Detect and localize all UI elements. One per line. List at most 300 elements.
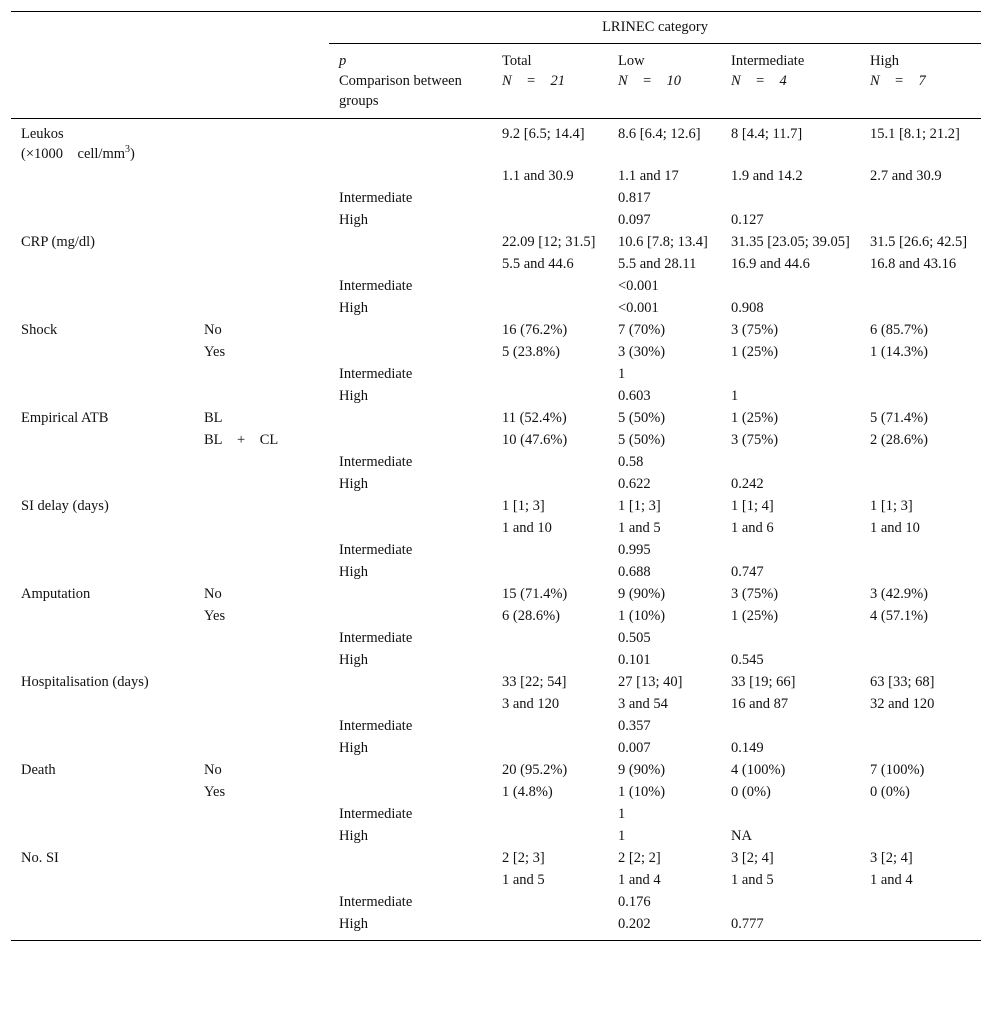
low-cell: 5 (50%)	[618, 432, 666, 448]
variable-cell: Leukos (×1000 cell/$mm^3$)	[21, 126, 135, 162]
comparison-cell	[329, 495, 492, 517]
subgroup-cell	[194, 561, 329, 583]
comparison-cell: High	[339, 300, 368, 316]
total-n: N = 21	[502, 73, 565, 89]
high-cell	[860, 385, 981, 407]
table-row	[11, 869, 981, 891]
variable-cell: Hospitalisation (days)	[21, 674, 149, 690]
low-cell: 0.176	[618, 894, 651, 910]
comparison-cell	[329, 693, 492, 715]
high-cell	[860, 451, 981, 473]
intermediate-cell: 3 (75%)	[731, 586, 779, 602]
table-row	[11, 759, 981, 781]
intermediate-cell: 4 (100%)	[731, 762, 786, 778]
intermediate-label: Intermediate	[731, 53, 805, 69]
comparison-cell: Intermediate	[339, 190, 413, 206]
low-cell: 1 (10%)	[618, 608, 666, 624]
table-body	[11, 119, 981, 941]
col-header-high	[860, 44, 981, 119]
low-n: N = 10	[618, 73, 681, 89]
table-row	[11, 649, 981, 671]
low-cell: 0.58	[618, 454, 644, 470]
comparison-cell	[329, 671, 492, 693]
low-cell: 0.817	[618, 190, 651, 206]
high-cell: 3 [2; 4]	[870, 850, 913, 866]
intermediate-cell: 0.777	[721, 913, 860, 941]
intermediate-cell: 0.149	[731, 740, 764, 756]
comparison-cell	[329, 319, 492, 341]
intermediate-cell	[721, 891, 860, 913]
comparison-cell: High	[339, 740, 368, 756]
table-row	[11, 737, 981, 759]
high-cell: 4 (57.1%)	[870, 608, 928, 624]
comparison-cell: Intermediate	[339, 366, 413, 382]
variable-cell: No. SI	[21, 850, 59, 866]
total-cell	[492, 825, 608, 847]
comparison-cell	[329, 759, 492, 781]
lrinec-results-table	[11, 11, 981, 941]
high-cell	[860, 473, 981, 495]
table-row	[11, 561, 981, 583]
table-row	[11, 451, 981, 473]
high-cell: 32 and 120	[870, 696, 935, 712]
high-cell: 63 [33; 68]	[870, 674, 935, 690]
table-row	[11, 891, 981, 913]
intermediate-cell: 1 and 6	[731, 520, 774, 536]
intermediate-cell	[721, 451, 860, 473]
table-row	[11, 781, 981, 803]
comparison-cell: Intermediate	[339, 630, 413, 646]
intermediate-cell: NA	[731, 828, 752, 844]
comparison-cell: Intermediate	[339, 806, 413, 822]
high-cell: 6 (85.7%)	[870, 322, 928, 338]
subgroup-cell	[194, 803, 329, 825]
total-cell: 1 and 5	[502, 872, 545, 888]
total-cell	[492, 473, 608, 495]
low-cell: <0.001	[618, 300, 659, 316]
subgroup-cell	[194, 385, 329, 407]
subgroup-cell	[194, 275, 329, 297]
high-cell	[860, 627, 981, 649]
table-row	[11, 847, 981, 869]
subgroup-cell: No	[204, 322, 222, 338]
lrinec-category-header: LRINEC category	[329, 12, 981, 44]
comparison-cell	[329, 869, 492, 891]
low-cell: 0.995	[618, 542, 651, 558]
low-cell: 10.6 [7.8; 13.4]	[618, 234, 708, 250]
low-cell: 0.007	[618, 740, 651, 756]
table-row	[11, 209, 981, 231]
subgroup-cell	[194, 671, 329, 693]
intermediate-cell: 1 and 5	[731, 872, 774, 888]
total-cell: 16 (76.2%)	[502, 322, 568, 338]
intermediate-cell	[721, 539, 860, 561]
leukos-unit-sup: 3	[125, 144, 131, 156]
subgroup-cell: BL	[204, 410, 223, 426]
high-cell: 16.8 and 43.16	[870, 256, 957, 272]
subgroup-cell	[194, 451, 329, 473]
subgroup-cell	[194, 209, 329, 231]
subgroup-cell	[194, 627, 329, 649]
table-row	[11, 275, 981, 297]
subgroup-cell	[194, 119, 329, 166]
high-cell	[860, 715, 981, 737]
total-cell: 15 (71.4%)	[502, 586, 568, 602]
variable-cell	[11, 715, 194, 737]
low-cell: 9 (90%)	[618, 586, 666, 602]
high-cell: 5 (71.4%)	[870, 410, 928, 426]
low-cell: 8.6 [6.4; 12.6]	[618, 126, 701, 142]
high-cell: 2 (28.6%)	[870, 432, 928, 448]
variable-cell	[11, 451, 194, 473]
intermediate-cell: 0.545	[731, 652, 764, 668]
leukos-unit	[21, 146, 135, 162]
low-cell: 0.603	[618, 388, 651, 404]
low-cell: 7 (70%)	[618, 322, 666, 338]
high-cell	[860, 913, 981, 941]
subgroup-cell	[194, 847, 329, 869]
subgroup-cell	[194, 891, 329, 913]
intermediate-cell: 0 (0%)	[731, 784, 771, 800]
comparison-cell	[329, 253, 492, 275]
low-cell: <0.001	[618, 278, 659, 294]
variable-cell	[11, 539, 194, 561]
total-cell: 1.1 and 30.9	[502, 168, 574, 184]
intermediate-n: N = 4	[731, 73, 787, 89]
subgroup-cell	[194, 165, 329, 187]
col-header-total	[492, 44, 608, 119]
subgroup-cell: Yes	[204, 784, 226, 800]
total-cell	[492, 561, 608, 583]
low-cell: 3 (30%)	[618, 344, 666, 360]
total-cell: 22.09 [12; 31.5]	[502, 234, 596, 250]
comparison-cell	[329, 341, 492, 363]
intermediate-cell	[721, 363, 860, 385]
low-cell: 5.5 and 28.11	[618, 256, 697, 272]
high-cell: 15.1 [8.1; 21.2]	[870, 126, 960, 142]
intermediate-cell	[721, 187, 860, 209]
subgroup-cell	[194, 737, 329, 759]
header-blank-cell-2	[11, 44, 329, 119]
low-cell: 0.357	[618, 718, 651, 734]
subgroup-cell	[194, 517, 329, 539]
total-cell	[492, 649, 608, 671]
comparison-cell: Intermediate	[339, 718, 413, 734]
low-cell: 3 and 54	[618, 696, 668, 712]
intermediate-cell: 33 [19; 66]	[731, 674, 796, 690]
high-cell: 1 and 10	[870, 520, 920, 536]
high-cell	[860, 737, 981, 759]
low-cell: 1 (10%)	[618, 784, 666, 800]
variable-cell	[11, 605, 194, 627]
intermediate-cell: 3 (75%)	[731, 432, 779, 448]
low-cell: 1 and 5	[618, 520, 661, 536]
low-cell: 0.688	[618, 564, 651, 580]
high-cell	[860, 539, 981, 561]
low-cell: 0.101	[618, 652, 651, 668]
high-cell: 3 (42.9%)	[870, 586, 928, 602]
subgroup-cell	[194, 297, 329, 319]
comparison-cell: Intermediate	[339, 894, 413, 910]
comparison-cell	[329, 231, 492, 253]
high-cell	[860, 297, 981, 319]
intermediate-cell: 0.747	[731, 564, 764, 580]
variable-cell: Death	[21, 762, 56, 778]
total-cell: 2 [2; 3]	[502, 850, 545, 866]
total-cell: 9.2 [6.5; 14.4]	[502, 126, 585, 142]
col-header-low	[608, 44, 721, 119]
low-cell: 0.622	[618, 476, 651, 492]
subgroup-cell	[194, 495, 329, 517]
variable-cell: Shock	[21, 322, 58, 338]
results-table-container	[11, 11, 981, 941]
table-row	[11, 583, 981, 605]
high-cell	[860, 825, 981, 847]
total-cell	[492, 385, 608, 407]
comparison-cell: High	[339, 564, 368, 580]
subgroup-cell	[194, 231, 329, 253]
variable-cell	[11, 891, 194, 913]
table-row	[11, 165, 981, 187]
variable-cell	[11, 627, 194, 649]
table-row	[11, 429, 981, 451]
variable-cell	[11, 781, 194, 803]
subgroup-cell	[194, 539, 329, 561]
variable-cell	[11, 187, 194, 209]
comparison-cell	[329, 165, 492, 187]
low-cell: 1	[618, 828, 626, 844]
intermediate-cell	[721, 275, 860, 297]
header-blank-cell	[11, 12, 329, 44]
comparison-cell: Intermediate	[339, 542, 413, 558]
subgroup-cell	[194, 913, 329, 941]
total-cell: 33 [22; 54]	[502, 674, 567, 690]
p-symbol: p	[339, 53, 347, 69]
subgroup-cell: Yes	[204, 344, 226, 360]
table-row	[11, 693, 981, 715]
comparison-cell	[329, 517, 492, 539]
comparison-cell	[329, 605, 492, 627]
high-cell	[860, 187, 981, 209]
intermediate-cell: 0.127	[731, 212, 764, 228]
total-cell: 1 [1; 3]	[502, 498, 545, 514]
total-cell: 6 (28.6%)	[502, 608, 560, 624]
variable-cell	[11, 737, 194, 759]
high-label: High	[870, 53, 899, 69]
high-cell: 31.5 [26.6; 42.5]	[870, 234, 968, 250]
low-cell: 5 (50%)	[618, 410, 666, 426]
total-cell: 3 and 120	[502, 696, 560, 712]
total-cell: 20 (95.2%)	[502, 762, 568, 778]
table-row	[11, 715, 981, 737]
low-cell: 0.097	[618, 212, 651, 228]
col-header-p	[329, 44, 492, 119]
comparison-cell	[329, 429, 492, 451]
subgroup-cell	[194, 187, 329, 209]
variable-cell	[11, 473, 194, 495]
comparison-cell	[329, 119, 492, 166]
total-cell	[492, 803, 608, 825]
total-cell	[492, 913, 608, 941]
total-cell	[492, 737, 608, 759]
table-row	[11, 187, 981, 209]
low-cell: 1	[618, 366, 626, 382]
total-cell	[492, 627, 608, 649]
table-row	[11, 825, 981, 847]
low-cell: 1	[618, 806, 626, 822]
intermediate-cell: 1 [1; 4]	[731, 498, 774, 514]
variable-cell	[11, 363, 194, 385]
intermediate-cell	[721, 803, 860, 825]
comparison-cell	[329, 847, 492, 869]
variable-cell	[11, 649, 194, 671]
total-cell	[492, 891, 608, 913]
table-header	[11, 12, 981, 119]
subgroup-cell	[194, 693, 329, 715]
low-cell: 9 (90%)	[618, 762, 666, 778]
variable-cell	[11, 429, 194, 451]
high-cell: 1 [1; 3]	[870, 498, 913, 514]
high-cell	[860, 363, 981, 385]
variable-cell	[11, 385, 194, 407]
subgroup-cell: Yes	[204, 608, 226, 624]
low-cell: 0.202	[608, 913, 721, 941]
comparison-cell: High	[329, 913, 492, 941]
intermediate-cell: 1.9 and 14.2	[731, 168, 803, 184]
subgroup-cell	[194, 825, 329, 847]
subgroup-cell	[194, 869, 329, 891]
low-cell: 1 [1; 3]	[618, 498, 661, 514]
leukos-unit-suffix: )	[130, 146, 135, 162]
intermediate-cell: 16.9 and 44.6	[731, 256, 810, 272]
variable-cell	[11, 341, 194, 363]
total-cell	[492, 539, 608, 561]
variable-cell: Empirical ATB	[21, 410, 109, 426]
intermediate-cell: 0.908	[731, 300, 764, 316]
subgroup-cell: BL + CL	[204, 432, 279, 448]
variable-cell	[11, 561, 194, 583]
comparison-cell	[329, 583, 492, 605]
variable-cell	[11, 803, 194, 825]
intermediate-cell	[721, 715, 860, 737]
comparison-cell: High	[339, 652, 368, 668]
table-row	[11, 319, 981, 341]
variable-cell	[11, 825, 194, 847]
total-cell	[492, 275, 608, 297]
table-row	[11, 341, 981, 363]
total-cell	[492, 297, 608, 319]
high-cell	[860, 803, 981, 825]
high-cell	[860, 209, 981, 231]
high-cell	[860, 561, 981, 583]
high-cell: 2.7 and 30.9	[870, 168, 942, 184]
table-row	[11, 517, 981, 539]
col-header-intermediate	[721, 44, 860, 119]
variable-cell: SI delay (days)	[21, 498, 109, 514]
high-cell: 1 and 4	[870, 872, 913, 888]
variable-cell	[11, 913, 194, 941]
intermediate-cell: 1 (25%)	[731, 410, 779, 426]
total-cell	[492, 187, 608, 209]
high-cell: 0 (0%)	[870, 784, 910, 800]
variable-cell: CRP (mg/dl)	[21, 234, 95, 250]
table-row	[11, 297, 981, 319]
variable-cell	[11, 209, 194, 231]
table-row	[11, 119, 981, 166]
intermediate-cell: 1 (25%)	[731, 608, 779, 624]
high-cell	[860, 891, 981, 913]
p-label: Comparison between groups	[339, 73, 462, 109]
comparison-cell: Intermediate	[339, 454, 413, 470]
comparison-cell: High	[339, 476, 368, 492]
subgroup-cell	[194, 649, 329, 671]
total-cell: 5.5 and 44.6	[502, 256, 574, 272]
subgroup-cell: No	[204, 762, 222, 778]
leukos-unit-prefix: (×1000 cell/mm	[21, 146, 126, 162]
table-row	[11, 473, 981, 495]
comparison-cell: High	[339, 212, 368, 228]
total-cell	[492, 363, 608, 385]
table-row	[11, 803, 981, 825]
total-cell: 11 (52.4%)	[502, 410, 567, 426]
high-cell: 7 (100%)	[870, 762, 925, 778]
table-row	[11, 605, 981, 627]
total-cell: 1 (4.8%)	[502, 784, 553, 800]
intermediate-cell: 31.35 [23.05; 39.05]	[731, 234, 850, 250]
intermediate-cell	[721, 627, 860, 649]
table-row	[11, 539, 981, 561]
total-cell	[492, 715, 608, 737]
comparison-cell: High	[339, 388, 368, 404]
comparison-cell	[329, 781, 492, 803]
high-cell: 1 (14.3%)	[870, 344, 928, 360]
low-cell: 0.505	[618, 630, 651, 646]
intermediate-cell: 0.242	[731, 476, 764, 492]
table-row	[11, 913, 981, 941]
total-cell: 5 (23.8%)	[502, 344, 560, 360]
intermediate-cell: 8 [4.4; 11.7]	[731, 126, 803, 142]
low-cell: 2 [2; 2]	[618, 850, 661, 866]
variable-cell	[11, 517, 194, 539]
variable-cell	[11, 297, 194, 319]
table-row	[11, 385, 981, 407]
table-row	[11, 407, 981, 429]
intermediate-cell: 1 (25%)	[731, 344, 779, 360]
subgroup-cell: No	[204, 586, 222, 602]
subgroup-cell	[194, 715, 329, 737]
high-cell	[860, 275, 981, 297]
high-cell	[860, 649, 981, 671]
intermediate-cell: 1	[731, 388, 739, 404]
low-cell: 1 and 4	[618, 872, 661, 888]
total-cell	[492, 451, 608, 473]
table-row	[11, 231, 981, 253]
high-n: N = 7	[870, 73, 926, 89]
variable-cell: Amputation	[21, 586, 91, 602]
variable-cell	[11, 869, 194, 891]
table-row	[11, 627, 981, 649]
intermediate-cell: 3 [2; 4]	[731, 850, 774, 866]
low-cell: 1.1 and 17	[618, 168, 679, 184]
table-row	[11, 671, 981, 693]
comparison-cell: Intermediate	[339, 278, 413, 294]
comparison-cell: High	[339, 828, 368, 844]
total-cell: 10 (47.6%)	[502, 432, 568, 448]
subgroup-cell	[194, 473, 329, 495]
intermediate-cell: 3 (75%)	[731, 322, 779, 338]
subgroup-cell	[194, 253, 329, 275]
total-cell	[492, 209, 608, 231]
